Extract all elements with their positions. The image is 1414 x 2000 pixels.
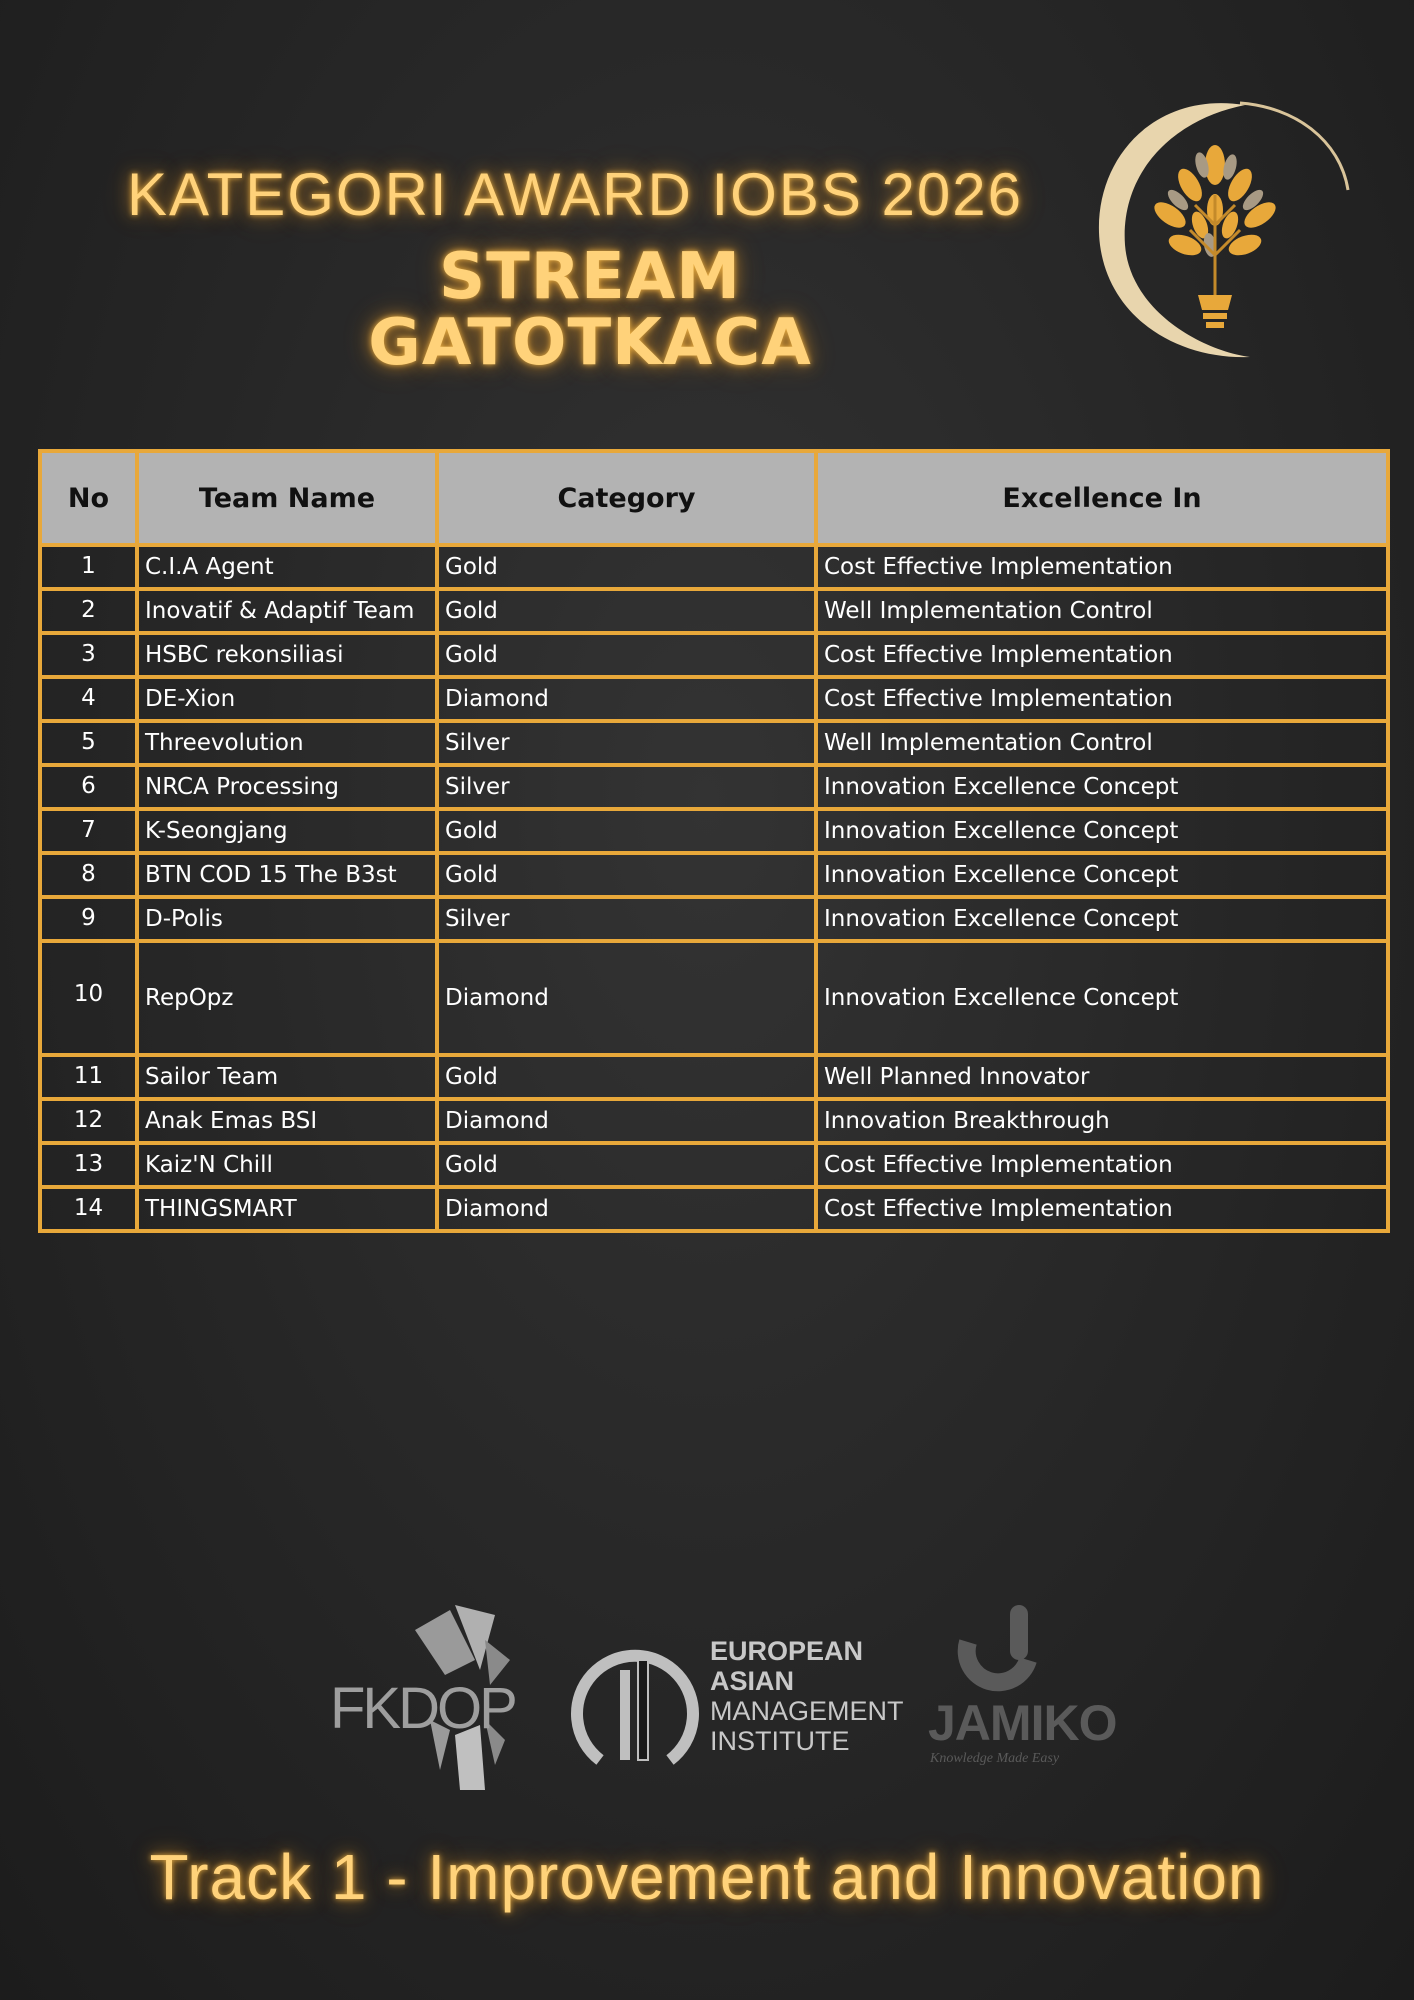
category-cell: Gold [437,589,816,633]
team-name-cell: Threevolution [137,721,437,765]
table-row [40,633,1388,677]
row-number: 5 [40,721,137,765]
table-row [40,545,1388,589]
row-number: 13 [40,1143,137,1187]
category-cell: Diamond [437,677,816,721]
table-row [40,1187,1388,1231]
eami-line-2: ASIAN [710,1666,795,1696]
team-name-cell: Kaiz'N Chill [137,1143,437,1187]
table-row [40,1099,1388,1143]
category-cell: Gold [437,545,816,589]
team-name-cell: K-Seongjang [137,809,437,853]
row-number: 1 [40,545,137,589]
excellence-cell: Well Implementation Control [816,721,1388,765]
table-row [40,765,1388,809]
team-name-cell: THINGSMART [137,1187,437,1231]
table-header-row [40,451,1388,545]
eami-line-3: MANAGEMENT [710,1696,904,1726]
category-cell: Gold [437,809,816,853]
excellence-cell: Innovation Excellence Concept [816,765,1388,809]
stream-line-1: STREAM [439,240,741,314]
category-cell: Gold [437,1055,816,1099]
eami-line-1: EUROPEAN [710,1636,864,1666]
excellence-cell: Innovation Excellence Concept [816,853,1388,897]
team-name-cell: BTN COD 15 The B3st [137,853,437,897]
page-title: KATEGORI AWARD IOBS 2026 [126,161,1024,228]
excellence-cell: Innovation Excellence Concept [816,809,1388,853]
golden-tree-lightbulb-icon [1090,95,1350,365]
table-row [40,1055,1388,1099]
excellence-cell: Cost Effective Implementation [816,633,1388,677]
category-cell: Silver [437,765,816,809]
category-cell: Diamond [437,941,816,1055]
table-row [40,1143,1388,1187]
table-row [40,809,1388,853]
fkdop-logo [330,1605,515,1790]
category-cell: Diamond [437,1099,816,1143]
eami-line-4: INSTITUTE [710,1726,850,1756]
excellence-cell: Cost Effective Implementation [816,1143,1388,1187]
team-name-cell: DE-Xion [137,677,437,721]
category-cell: Silver [437,721,816,765]
row-number: 14 [40,1187,137,1231]
stream-line-2: GATOTKACA [368,306,812,380]
team-name-cell: NRCA Processing [137,765,437,809]
excellence-cell: Innovation Excellence Concept [816,897,1388,941]
track-footer: Track 1 - Improvement and Innovation [149,1841,1265,1913]
team-name-cell: RepOpz [137,941,437,1055]
jamiko-tagline: Knowledge Made Easy [930,1751,1060,1766]
column-header-team-name: Team Name [137,451,437,545]
stream-title [190,240,990,380]
row-number: 12 [40,1099,137,1143]
team-name-cell: Sailor Team [137,1055,437,1099]
excellence-cell: Innovation Breakthrough [816,1099,1388,1143]
excellence-cell: Cost Effective Implementation [816,1187,1388,1231]
table-row [40,853,1388,897]
fkdop-text: FKDOP [330,1676,515,1741]
row-number: 11 [40,1055,137,1099]
row-number: 7 [40,809,137,853]
column-header-no: No [40,451,137,545]
excellence-cell: Well Planned Innovator [816,1055,1388,1099]
excellence-cell: Innovation Excellence Concept [816,941,1388,1055]
excellence-cell: Cost Effective Implementation [816,677,1388,721]
row-number: 8 [40,853,137,897]
column-header-excellence-in: Excellence In [816,451,1388,545]
jamiko-logo [928,1605,1116,1766]
eami-logo [577,1636,904,1760]
team-name-cell: D-Polis [137,897,437,941]
team-name-cell: HSBC rekonsiliasi [137,633,437,677]
sponsor-logos [320,1600,1120,1800]
table-row [40,589,1388,633]
category-cell: Gold [437,1143,816,1187]
team-name-cell: Inovatif & Adaptif Team [137,589,437,633]
row-number: 10 [40,941,137,1055]
category-cell: Silver [437,897,816,941]
row-number: 9 [40,897,137,941]
jamiko-text: JAMIKO [928,1695,1117,1751]
team-name-cell: C.I.A Agent [137,545,437,589]
table-row [40,677,1388,721]
table-row [40,721,1388,765]
row-number: 2 [40,589,137,633]
row-number: 4 [40,677,137,721]
row-number: 3 [40,633,137,677]
category-cell: Diamond [437,1187,816,1231]
column-header-category: Category [437,451,816,545]
excellence-cell: Well Implementation Control [816,589,1388,633]
awards-table [38,449,1390,1233]
category-cell: Gold [437,853,816,897]
category-cell: Gold [437,633,816,677]
row-number: 6 [40,765,137,809]
excellence-cell: Cost Effective Implementation [816,545,1388,589]
team-name-cell: Anak Emas BSI [137,1099,437,1143]
table-row [40,941,1388,1055]
table-row [40,897,1388,941]
